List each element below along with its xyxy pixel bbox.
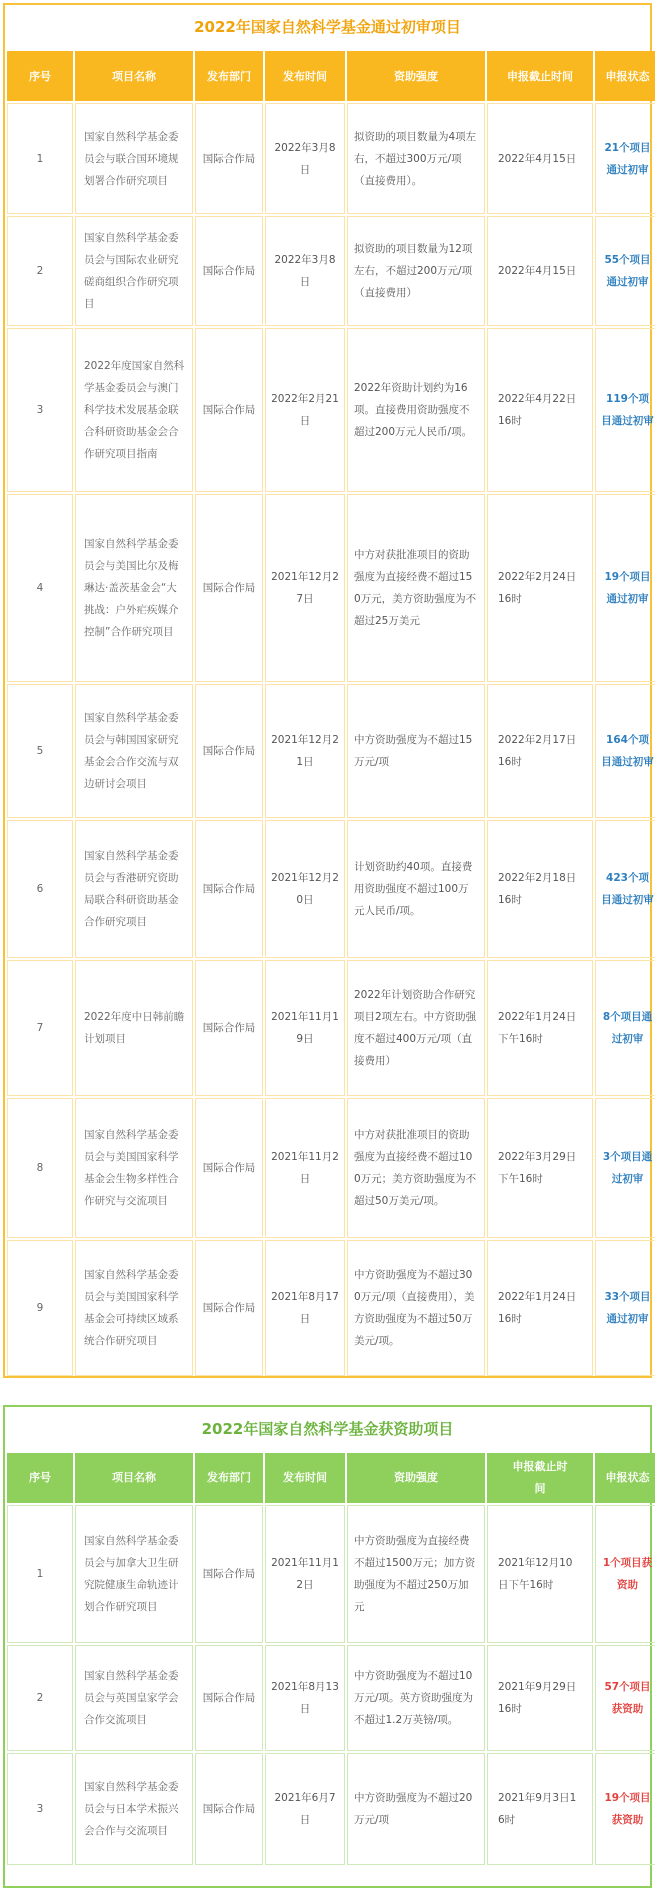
cell-status: 119个项目通过初审 — [595, 328, 655, 492]
cell-date: 2021年6月7日 — [265, 1753, 345, 1865]
cell-status: 423个项目通过初审 — [595, 820, 655, 958]
table1-title: 2022年国家自然科学基金通过初审项目 — [194, 18, 461, 36]
table-row — [7, 103, 655, 214]
cell-name: 国家自然科学基金委员会与加拿大卫生研究院健康生命轨迹计划合作研究项目 — [75, 1505, 193, 1643]
cell-fund: 中方资助强度为不超过300万元/项（直接费用），美方资助强度为不超过50万美元/项。 — [347, 1240, 485, 1376]
cell-no: 1 — [7, 1505, 73, 1643]
header-name: 项目名称 — [75, 1453, 193, 1503]
header-dept: 发布部门 — [195, 51, 263, 101]
header-status: 申报状态 — [595, 1453, 655, 1503]
cell-deadline: 2022年2月17日16时 — [487, 684, 593, 818]
cell-date: 2021年8月13日 — [265, 1645, 345, 1751]
cell-fund: 中方资助强度为不超过20万元/项 — [347, 1753, 485, 1865]
cell-status: 19个项目通过初审 — [595, 494, 655, 682]
cell-deadline: 2022年4月22日16时 — [487, 328, 593, 492]
header-fund: 资助强度 — [347, 1453, 485, 1503]
table1-panel — [3, 3, 652, 1378]
cell-deadline: 2021年9月29日16时 — [487, 1645, 593, 1751]
header-date: 发布时间 — [265, 1453, 345, 1503]
cell-no: 1 — [7, 103, 73, 214]
cell-fund: 拟资助的项目数量为12项左右，不超过200万元/项（直接费用） — [347, 216, 485, 326]
cell-fund: 2022年资助计划约为16项。直接费用资助强度不超过200万元人民币/项。 — [347, 328, 485, 492]
cell-no: 7 — [7, 960, 73, 1096]
cell-deadline: 2022年2月24日16时 — [487, 494, 593, 682]
table1 — [5, 49, 655, 1378]
cell-dept: 国际合作局 — [195, 494, 263, 682]
cell-name: 国家自然科学基金委员会与美国国家科学基金会可持续区域系统合作研究项目 — [75, 1240, 193, 1376]
cell-status: 21个项目通过初审 — [595, 103, 655, 214]
header-deadline: 申报截止时间 — [487, 51, 593, 101]
cell-status: 3个项目通过初审 — [595, 1098, 655, 1238]
table-row — [7, 494, 655, 682]
table-row — [7, 1505, 655, 1643]
cell-date: 2021年12月27日 — [265, 494, 345, 682]
cell-name: 国家自然科学基金委员会与美国比尔及梅琳达·盖茨基金会“大挑战：户外疟疾媒介控制”合作研究项目 — [75, 494, 193, 682]
table2-panel — [3, 1405, 652, 1888]
cell-deadline: 2021年9月3日16时 — [487, 1753, 593, 1865]
cell-date: 2021年11月12日 — [265, 1505, 345, 1643]
header-fund: 资助强度 — [347, 51, 485, 101]
cell-deadline: 2022年1月24日16时 — [487, 1240, 593, 1376]
cell-status: 19个项目获资助 — [595, 1753, 655, 1865]
cell-fund: 中方资助强度为不超过10万元/项。英方资助强度为不超过1.2万英镑/项。 — [347, 1645, 485, 1751]
table1-header-row — [7, 51, 655, 101]
header-no: 序号 — [7, 1453, 73, 1503]
cell-fund: 中方对获批准项目的资助强度为直接经费不超过100万元；美方资助强度为不超过50万美元/项。 — [347, 1098, 485, 1238]
cell-no: 5 — [7, 684, 73, 818]
cell-fund: 2022年计划资助合作研究项目2项左右。中方资助强度不超过400万元/项（直接费用） — [347, 960, 485, 1096]
cell-dept: 国际合作局 — [195, 820, 263, 958]
header-dept: 发布部门 — [195, 1453, 263, 1503]
cell-date: 2021年11月2日 — [265, 1098, 345, 1238]
cell-no: 8 — [7, 1098, 73, 1238]
table-row — [7, 960, 655, 1096]
cell-deadline: 2022年2月18日16时 — [487, 820, 593, 958]
cell-dept: 国际合作局 — [195, 1098, 263, 1238]
cell-name: 2022年度中日韩前瞻计划项目 — [75, 960, 193, 1096]
table-row — [7, 1098, 655, 1238]
cell-no: 2 — [7, 216, 73, 326]
cell-dept: 国际合作局 — [195, 103, 263, 214]
table2-header-row — [7, 1453, 655, 1503]
cell-status: 33个项目通过初审 — [595, 1240, 655, 1376]
header-status: 申报状态 — [595, 51, 655, 101]
cell-dept: 国际合作局 — [195, 1505, 263, 1643]
cell-name: 国家自然科学基金委员会与联合国环境规划署合作研究项目 — [75, 103, 193, 214]
cell-name: 国家自然科学基金委员会与国际农业研究磋商组织合作研究项目 — [75, 216, 193, 326]
cell-deadline: 2021年12月10日下午16时 — [487, 1505, 593, 1643]
cell-no: 3 — [7, 1753, 73, 1865]
cell-date: 2022年3月8日 — [265, 103, 345, 214]
cell-name: 国家自然科学基金委员会与英国皇家学会合作交流项目 — [75, 1645, 193, 1751]
cell-status: 164个项目通过初审 — [595, 684, 655, 818]
cell-fund: 中方资助强度为直接经费不超过1500万元；加方资助强度为不超过250万加元 — [347, 1505, 485, 1643]
cell-fund: 拟资助的项目数量为4项左右，不超过300万元/项（直接费用）。 — [347, 103, 485, 214]
cell-deadline: 2022年4月15日 — [487, 103, 593, 214]
cell-dept: 国际合作局 — [195, 1240, 263, 1376]
cell-no: 9 — [7, 1240, 73, 1376]
cell-dept: 国际合作局 — [195, 684, 263, 818]
table-row — [7, 216, 655, 326]
cell-dept: 国际合作局 — [195, 960, 263, 1096]
cell-no: 6 — [7, 820, 73, 958]
header-deadline: 申报截止时间 — [487, 1453, 593, 1503]
cell-name: 国家自然科学基金委员会与日本学术振兴会合作与交流项目 — [75, 1753, 193, 1865]
cell-fund: 中方资助强度为不超过15万元/项 — [347, 684, 485, 818]
cell-date: 2021年12月21日 — [265, 684, 345, 818]
table-row — [7, 1645, 655, 1751]
cell-dept: 国际合作局 — [195, 328, 263, 492]
cell-name: 国家自然科学基金委员会与韩国国家研究基金会合作交流与双边研讨会项目 — [75, 684, 193, 818]
table2 — [5, 1451, 655, 1867]
header-name: 项目名称 — [75, 51, 193, 101]
cell-deadline: 2022年3月29日下午16时 — [487, 1098, 593, 1238]
cell-date: 2021年12月20日 — [265, 820, 345, 958]
cell-name: 国家自然科学基金委员会与美国国家科学基金会生物多样性合作研究与交流项目 — [75, 1098, 193, 1238]
cell-no: 4 — [7, 494, 73, 682]
cell-dept: 国际合作局 — [195, 1645, 263, 1751]
cell-date: 2022年2月21日 — [265, 328, 345, 492]
cell-status: 8个项目通过初审 — [595, 960, 655, 1096]
cell-name: 国家自然科学基金委员会与香港研究资助局联合科研资助基金合作研究项目 — [75, 820, 193, 958]
cell-status: 57个项目获资助 — [595, 1645, 655, 1751]
header-no: 序号 — [7, 51, 73, 101]
cell-no: 3 — [7, 328, 73, 492]
cell-status: 1个项目获资助 — [595, 1505, 655, 1643]
cell-name: 2022年度国家自然科学基金委员会与澳门科学技术发展基金联合科研资助基金会合作研究项目指南 — [75, 328, 193, 492]
cell-dept: 国际合作局 — [195, 216, 263, 326]
table-row — [7, 328, 655, 492]
cell-fund: 中方对获批准项目的资助强度为直接经费不超过150万元，美方资助强度为不超过25万美元 — [347, 494, 485, 682]
cell-date: 2022年3月8日 — [265, 216, 345, 326]
table-row — [7, 1753, 655, 1865]
table2-title: 2022年国家自然科学基金获资助项目 — [201, 1420, 454, 1438]
table-row — [7, 820, 655, 958]
header-date: 发布时间 — [265, 51, 345, 101]
cell-date: 2021年11月19日 — [265, 960, 345, 1096]
cell-deadline: 2022年1月24日下午16时 — [487, 960, 593, 1096]
cell-fund: 计划资助约40项。直接费用资助强度不超过100万元人民币/项。 — [347, 820, 485, 958]
cell-dept: 国际合作局 — [195, 1753, 263, 1865]
table-row — [7, 1240, 655, 1376]
table-row — [7, 684, 655, 818]
cell-status: 55个项目通过初审 — [595, 216, 655, 326]
cell-date: 2021年8月17日 — [265, 1240, 345, 1376]
cell-deadline: 2022年4月15日 — [487, 216, 593, 326]
cell-no: 2 — [7, 1645, 73, 1751]
